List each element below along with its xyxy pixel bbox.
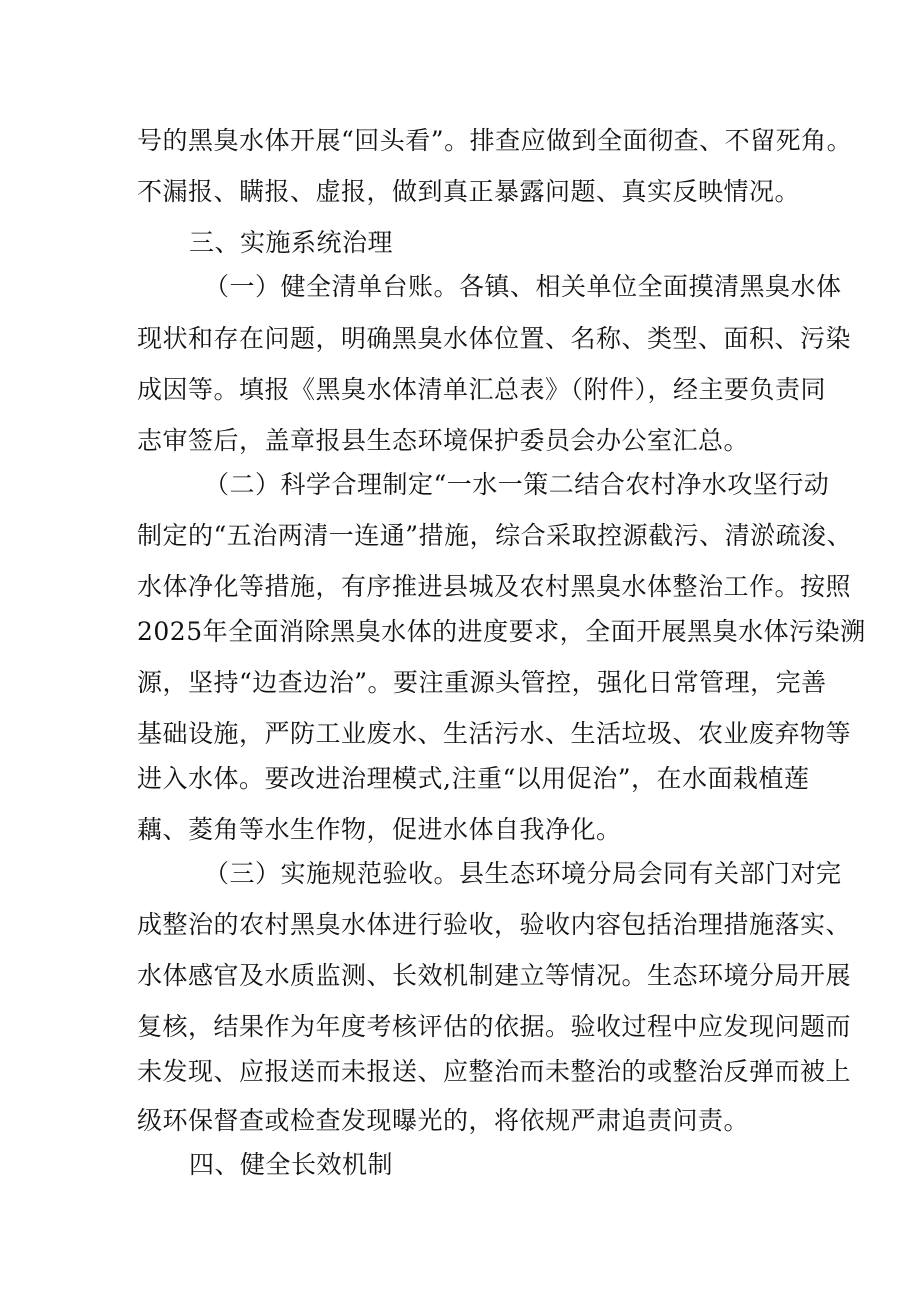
text-line: 2025年全面消除黑臭水体的进度要求，全面开展黑臭水体污染溯 — [137, 617, 866, 646]
text-line: 成整治的农村黑臭水体进行验收，验收内容包括治理措施落实、 — [137, 910, 852, 939]
text-line: 水体感官及水质监测、长效机制建立等情况。生态环境分局开展 — [137, 961, 852, 990]
text-line: 未发现、应报送而未报送、应整治而未整治的或整治反弹而被上 — [137, 1057, 852, 1086]
text-line: （三）实施规范验收。县生态环境分局会同有关部门对完 — [204, 859, 842, 888]
text-line: （二）科学合理制定“一水一策二结合农村净水攻坚行动 — [204, 470, 830, 499]
section-heading-4: 四、健全长效机制 — [189, 1150, 394, 1179]
text-line: 不漏报、瞒报、虚报，做到真正暴露问题、真实反映情况。 — [137, 177, 801, 206]
text-line: 复核，结果作为年度考核评估的依据。验收过程中应发现问题而 — [137, 1012, 852, 1041]
text-line: 号的黑臭水体开展“回头看”。排查应做到全面彻查、不留死角。 — [137, 126, 853, 155]
text-line: 制定的“五治两清一连通”措施，综合采取控源截污、清淤疏浚、 — [137, 521, 853, 550]
section-heading-3: 三、实施系统治理 — [189, 228, 394, 257]
text-line: 进入水体。要改进治理模式,注重“以用促治”，在水面栽植莲 — [137, 764, 810, 793]
text-line: 志审签后，盖章报县生态环境保护委员会办公室汇总。 — [137, 426, 750, 455]
text-line: 基础设施，严防工业废水、生活污水、生活垃圾、农业废弃物等 — [137, 719, 852, 748]
text-line: 藕、菱角等水生作物，促进水体自我净化。 — [137, 815, 622, 844]
text-line: （一）健全清单台账。各镇、相关单位全面摸清黑臭水体 — [204, 272, 842, 301]
text-line: 级环保督查或检查发现曝光的，将依规严肃追责问责。 — [137, 1106, 750, 1135]
text-line: 成因等。填报《黑臭水体清单汇总表》（附件），经主要负责同 — [137, 375, 827, 404]
text-line: 现状和存在问题，明确黑臭水体位置、名称、类型、面积、污染 — [137, 324, 852, 353]
text-line: 水体净化等措施，有序推进县城及农村黑臭水体整治工作。按照 — [137, 572, 852, 601]
text-line: 源，坚持“边查边治”。要注重源头管控，强化日常管理，完善 — [137, 668, 827, 697]
